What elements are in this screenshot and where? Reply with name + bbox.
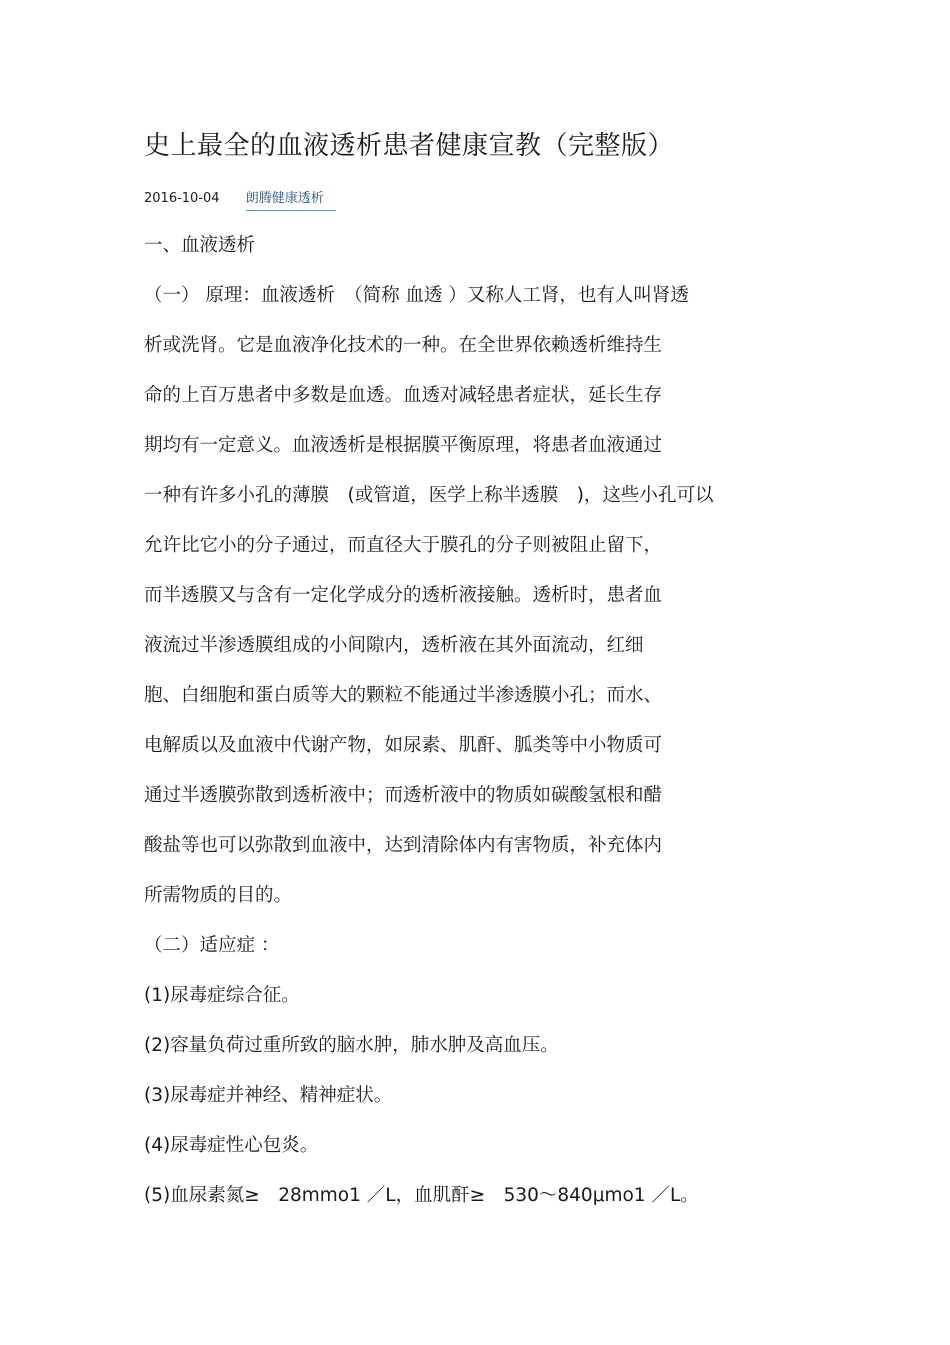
article-meta xyxy=(144,190,336,211)
paragraph-line: 液流过半渗透膜组成的小间隙内，透析液在其外面流动，红细 xyxy=(144,635,644,656)
subsection-heading: （二）适应症 ： xyxy=(144,935,280,956)
paragraph-line: 胞、白细胞和蛋白质等大的颗粒不能通过半渗透膜小孔；而水、 xyxy=(144,685,663,706)
paragraph-line: 通过半透膜弥散到透析液中；而透析液中的物质如碳酸氢根和醋 xyxy=(144,785,663,806)
paragraph-line: 电解质以及血液中代谢产物，如尿素、肌酐、胍类等中小物质可 xyxy=(144,735,663,756)
list-item: (2)容量负荷过重所致的脑水肿，肺水肿及高血压。 xyxy=(144,1035,559,1056)
paragraph-line: 所需物质的目的。 xyxy=(144,885,293,906)
paragraph-line: 期均有一定意义。血液透析是根据膜平衡原理，将患者血液通过 xyxy=(144,435,663,456)
paragraph-line: 析或洗肾。它是血液净化技术的一种。在全世界依赖透析维持生 xyxy=(144,335,663,356)
list-item: (5)血尿素氮≥ 28mmo1 ／L，血肌酐≥ 530～840μmo1 ／L。 xyxy=(144,1185,699,1206)
paragraph-line: 一种有许多小孔的薄膜 (或管道，医学上称半透膜 )，这些小孔可以 xyxy=(144,485,714,506)
paragraph-line: 而半透膜又与含有一定化学成分的透析液接触。透析时，患者血 xyxy=(144,585,663,606)
list-item: (4)尿毒症性心包炎。 xyxy=(144,1135,319,1156)
list-item: (1)尿毒症综合征。 xyxy=(144,985,300,1006)
author-link[interactable]: 朗腾健康透析 xyxy=(246,190,336,211)
paragraph-line: 允许比它小的分子通过，而直径大于膜孔的分子则被阻止留下， xyxy=(144,535,663,556)
article-title: 史上最全的血液透析患者健康宣教（完整版） xyxy=(144,131,675,161)
publish-date: 2016-10-04 xyxy=(144,191,220,206)
section-heading: 一、血液透析 xyxy=(144,235,256,256)
list-item: (3)尿毒症并神经、精神症状。 xyxy=(144,1085,393,1106)
paragraph-line: 命的上百万患者中多数是血透。血透对减轻患者症状，延长生存 xyxy=(144,385,663,406)
paragraph-line: 酸盐等也可以弥散到血液中，达到清除体内有害物质，补充体内 xyxy=(144,835,663,856)
paragraph-line: （一） 原理：血液透析 （简称 血透 ）又称人工肾，也有人叫肾透 xyxy=(144,285,689,306)
